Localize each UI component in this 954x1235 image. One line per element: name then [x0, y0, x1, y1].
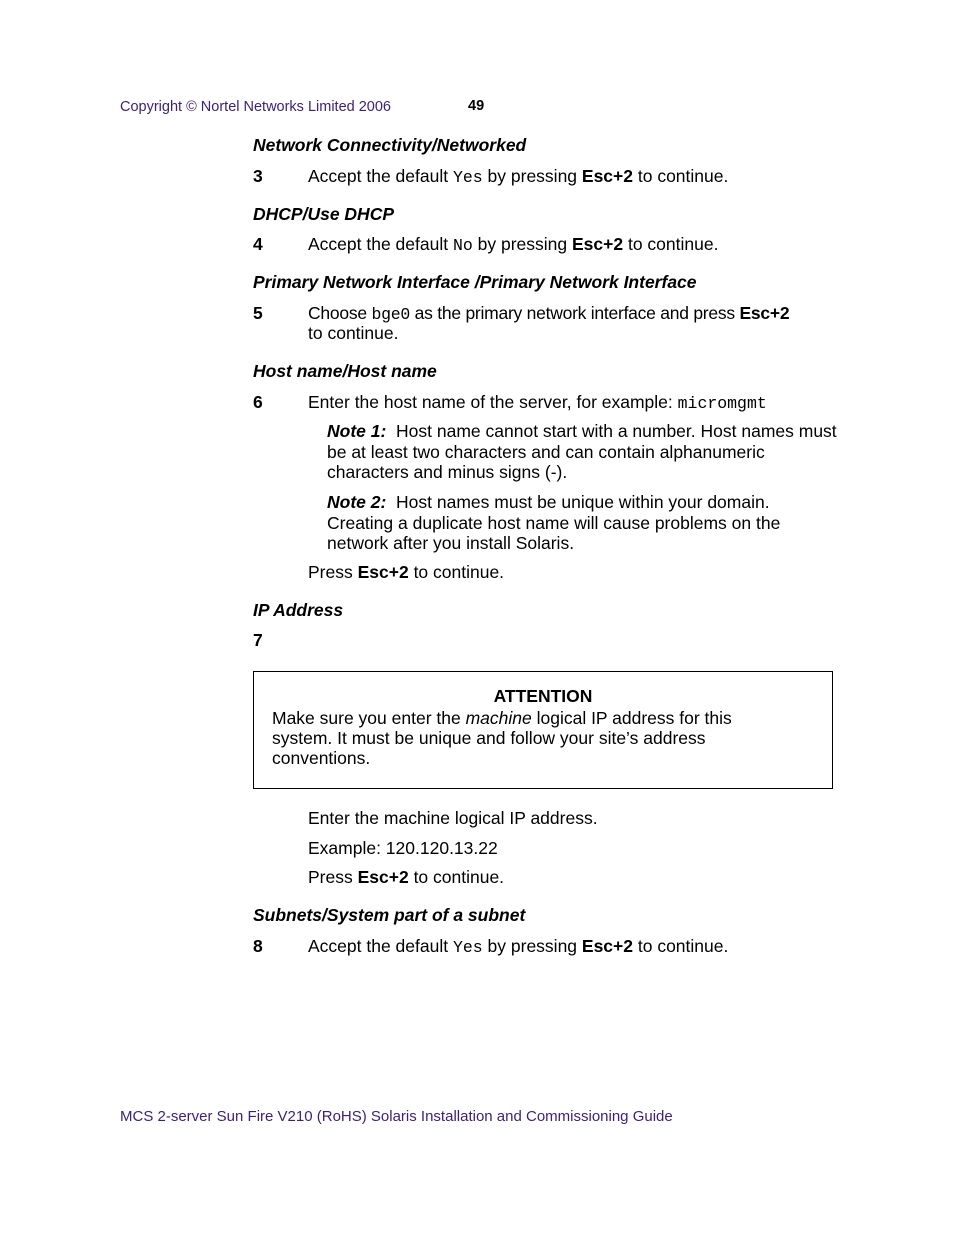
step-number-3: 3 [253, 166, 263, 186]
key-esc2: Esc+2 [357, 867, 409, 887]
step-3-text: Accept the default Yes by pressing Esc+2 to continue. [308, 166, 729, 187]
note-2-text: Host names must be unique within your domain. Creating a duplicate host name will cause problems on the network after you install Solaris. [327, 492, 781, 553]
step-number-5: 5 [253, 303, 263, 323]
section-heading-host-name: Host name/Host name [253, 361, 437, 381]
copyright-notice: Copyright © Nortel Networks Limited 2006 [120, 99, 391, 115]
attention-title: ATTENTION [493, 686, 593, 706]
step-4-text: Accept the default No by pressing Esc+2 to continue. [308, 234, 719, 255]
key-esc2: Esc+2 [581, 936, 633, 956]
document-footer-title: MCS 2-server Sun Fire V210 (RoHS) Solaris Installation and Commissioning Guide [120, 1108, 673, 1125]
note-1-label: Note 1: [327, 421, 387, 441]
code-yes: Yes [452, 938, 483, 957]
step-6-press: Press Esc+2 to continue. [308, 562, 505, 582]
key-esc2: Esc+2 [357, 562, 409, 582]
code-bge0: bge0 [371, 305, 411, 324]
step-5-text-continued: to continue. [308, 323, 399, 343]
step-5-text: Choose bge0 as the primary network interface and press Esc+2 [308, 303, 790, 324]
step-6-text: Enter the host name of the server, for example: micromgmt [308, 392, 767, 413]
section-heading-network-connectivity: Network Connectivity/Networked [253, 135, 527, 155]
step-number-6: 6 [253, 392, 263, 412]
note-1-text: Host name cannot start with a number. Host names must be at least two characters and can contain alphanumeric characters and minus signs (-). [327, 421, 837, 482]
section-heading-ip-address: IP Address [253, 600, 344, 620]
key-esc2: Esc+2 [739, 303, 790, 323]
code-micromgmt: micromgmt [677, 394, 767, 413]
attention-text: Make sure you enter the machine logical IP address for this system. It must be unique and follow your site’s address conventions. [272, 708, 732, 768]
step-7-example: Example: 120.120.13.22 [308, 838, 498, 858]
key-esc2: Esc+2 [572, 234, 624, 254]
attention-emphasis: machine [465, 708, 532, 728]
page-number: 49 [468, 98, 485, 114]
key-esc2: Esc+2 [581, 166, 633, 186]
code-yes: Yes [452, 168, 483, 187]
note-2 [327, 492, 837, 554]
code-no: No [452, 236, 473, 255]
step-number-8: 8 [253, 936, 263, 956]
step-number-4: 4 [253, 234, 263, 254]
attention-box [253, 671, 833, 789]
note-2-label: Note 2: [327, 492, 387, 512]
section-heading-dhcp: DHCP/Use DHCP [253, 204, 394, 224]
note-1 [327, 421, 837, 483]
section-heading-primary-interface: Primary Network Interface /Primary Network Interface [253, 272, 697, 292]
step-7-instruction: Enter the machine logical IP address. [308, 808, 598, 828]
step-number-7: 7 [253, 630, 263, 650]
step-8-text: Accept the default Yes by pressing Esc+2 to continue. [308, 936, 729, 957]
section-heading-subnets: Subnets/System part of a subnet [253, 905, 526, 925]
step-7-press: Press Esc+2 to continue. [308, 867, 505, 887]
